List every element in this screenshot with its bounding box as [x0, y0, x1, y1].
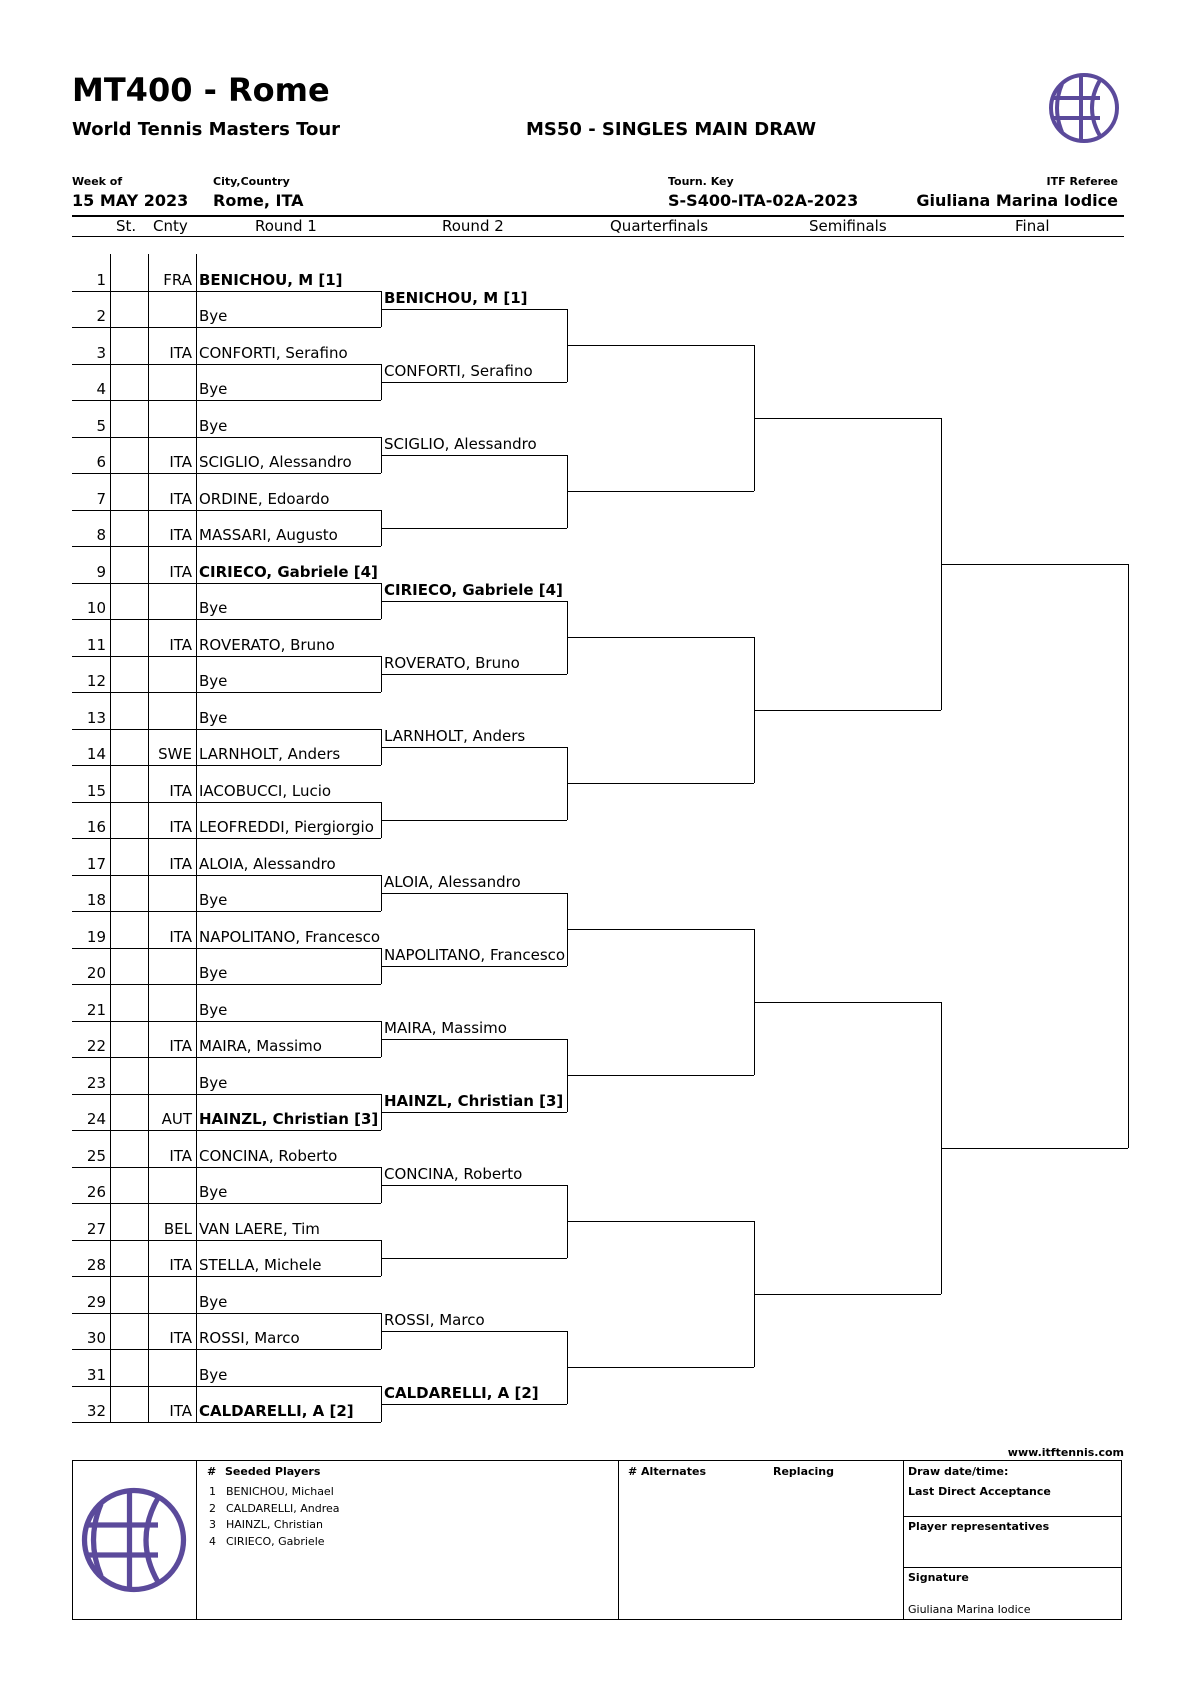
bracket-line [72, 364, 381, 365]
bracket-line [110, 327, 111, 364]
bracket-line [381, 747, 567, 748]
bracket-line [567, 345, 754, 346]
bracket-line [196, 1021, 197, 1058]
player-name: Bye [199, 1292, 228, 1311]
round2-name: HAINZL, Christian [3] [384, 1091, 564, 1110]
draw-position: 14 [86, 745, 106, 763]
draw-position: 3 [96, 343, 106, 362]
bracket-line [72, 765, 381, 766]
bracket-line [110, 1386, 111, 1423]
bracket-line [72, 911, 381, 912]
bracket-line [110, 546, 111, 583]
draw-position: 32 [86, 1402, 106, 1420]
bracket-line [196, 400, 197, 437]
round2-name: ALOIA, Alessandro [384, 872, 521, 891]
bracket-line [72, 984, 381, 985]
bracket-line [567, 1367, 754, 1368]
bracket-line [381, 674, 567, 675]
bracket-line [381, 1404, 567, 1405]
seed-number: 2 [209, 1501, 216, 1515]
player-name: MAIRA, Massimo [199, 1037, 322, 1055]
draw-position: 30 [86, 1329, 106, 1347]
draw-position: 21 [86, 1000, 106, 1019]
seed-player: BENICHOU, Michael [226, 1485, 334, 1498]
bracket-line [110, 802, 111, 839]
bracket-line [148, 437, 149, 474]
signature-label: Signature [908, 1571, 969, 1584]
bracket-line [148, 510, 149, 547]
bracket-line [196, 1240, 197, 1277]
bracket-line [381, 528, 567, 529]
draw-position: 5 [96, 416, 106, 435]
bracket-line [110, 984, 111, 1021]
bracket-line [381, 1258, 567, 1259]
player-country: ITA [169, 818, 192, 836]
bracket-line [72, 1386, 381, 1387]
bracket-line [148, 1021, 149, 1058]
bracket-line [196, 1349, 197, 1386]
player-country: ITA [169, 781, 192, 800]
player-name: ROVERATO, Bruno [199, 635, 335, 654]
draw-position: 26 [86, 1183, 106, 1201]
tour-subtitle: World Tennis Masters Tour [72, 119, 341, 140]
week-label: Week of [72, 175, 123, 188]
player-country: ITA [169, 1256, 192, 1274]
bracket-line [196, 984, 197, 1021]
bracket-line [381, 309, 567, 310]
draw-position: 20 [86, 964, 106, 982]
bracket-line [72, 875, 381, 876]
bracket-line [110, 1203, 111, 1240]
bracket-line [196, 692, 197, 729]
bracket-line [148, 1094, 149, 1131]
bracket-line [148, 327, 149, 364]
bracket-line [941, 1148, 1128, 1149]
bracket-line [72, 291, 381, 292]
player-name: CONFORTI, Serafino [199, 343, 348, 362]
bracket-line [110, 473, 111, 510]
bracket-line [148, 1276, 149, 1313]
bracket-line [72, 546, 381, 547]
bracket-line [110, 1057, 111, 1094]
bracket-line [148, 400, 149, 437]
bracket-line [72, 1167, 381, 1168]
player-name: NAPOLITANO, Francesco [199, 927, 381, 946]
bracket-line [148, 546, 149, 583]
tourn-key-value: S-S400-ITA-02A-2023 [668, 191, 859, 210]
player-name: Bye [199, 416, 228, 435]
bracket-line [196, 948, 197, 985]
bracket-line [381, 382, 567, 383]
bracket-line [196, 619, 197, 656]
draw-position: 25 [86, 1146, 106, 1165]
replacing-title: Replacing [773, 1465, 834, 1478]
bracket-line [196, 364, 197, 401]
draw-position: 4 [96, 380, 106, 398]
bracket-line [110, 729, 111, 766]
bracket-line [148, 1386, 149, 1423]
player-name: HAINZL, Christian [3] [199, 1110, 379, 1128]
col-round1: Round 1 [255, 217, 317, 235]
referee-label: ITF Referee [1046, 175, 1118, 188]
bracket-line [110, 1240, 111, 1277]
bracket-line [72, 1349, 381, 1350]
bracket-line [110, 254, 111, 291]
bracket-line [110, 1313, 111, 1350]
player-name: Bye [199, 1183, 228, 1201]
bracket-line [196, 291, 197, 328]
bracket-line [196, 473, 197, 510]
bracket-line [567, 1075, 754, 1076]
bracket-line [110, 1349, 111, 1386]
bracket-line [196, 1276, 197, 1313]
player-name: Bye [199, 1073, 228, 1092]
bracket-line [72, 1313, 381, 1314]
bracket-line [148, 1130, 149, 1167]
seed-number: 4 [209, 1534, 216, 1548]
bracket-line [196, 1203, 197, 1240]
player-country: FRA [163, 270, 192, 289]
bracket-line [196, 1386, 197, 1423]
bracket-line [72, 1203, 381, 1204]
bracket-line [381, 455, 567, 456]
player-country: ITA [169, 1146, 192, 1165]
bracket-line [196, 729, 197, 766]
seed-player: CALDARELLI, Andrea [226, 1501, 340, 1515]
bracket-line [148, 984, 149, 1021]
bracket-line [110, 838, 111, 875]
bracket-line [110, 619, 111, 656]
tourn-key-label: Tourn. Key [668, 175, 734, 188]
page-title: MT400 - Rome [72, 71, 330, 109]
bracket-line [72, 437, 381, 438]
draw-position: 13 [86, 708, 106, 727]
bracket-line [567, 491, 754, 492]
bracket-line [196, 838, 197, 875]
bracket-line [381, 1039, 567, 1040]
draw-position: 1 [96, 270, 106, 289]
bracket-line [196, 583, 197, 620]
bracket-line [110, 692, 111, 729]
bracket-line [1128, 564, 1129, 1148]
bracket-line [196, 802, 197, 839]
draw-position: 29 [86, 1292, 106, 1311]
player-country: ITA [169, 489, 192, 508]
bracket-line [381, 1185, 567, 1186]
bracket-line [148, 473, 149, 510]
draw-position: 27 [86, 1219, 106, 1238]
player-name: CIRIECO, Gabriele [4] [199, 562, 378, 581]
bracket-line [110, 911, 111, 948]
bracket-line [110, 1021, 111, 1058]
player-name: ROSSI, Marco [199, 1329, 300, 1347]
player-name: Bye [199, 1365, 228, 1384]
player-reps-label: Player representatives [908, 1520, 1050, 1533]
draw-position: 24 [86, 1110, 106, 1128]
bracket-line [196, 546, 197, 583]
bracket-line [72, 802, 381, 803]
bracket-line [72, 619, 381, 620]
bracket-line [567, 783, 754, 784]
bracket-line [110, 1094, 111, 1131]
player-name: STELLA, Michele [199, 1256, 322, 1274]
player-name: CALDARELLI, A [2] [199, 1402, 354, 1420]
bracket-line [381, 820, 567, 821]
player-country: ITA [169, 526, 192, 544]
player-country: ITA [169, 635, 192, 654]
player-name: CONCINA, Roberto [199, 1146, 338, 1165]
bracket-line [754, 710, 941, 711]
bracket-line [110, 656, 111, 693]
player-name: Bye [199, 380, 228, 398]
bracket-line [148, 1057, 149, 1094]
bracket-line [72, 1240, 381, 1241]
player-country: ITA [169, 562, 192, 581]
bracket-line [381, 893, 567, 894]
player-country: ITA [169, 343, 192, 362]
bracket-line [148, 1349, 149, 1386]
bracket-line [110, 583, 111, 620]
itf-logo-icon [80, 1486, 188, 1594]
bracket-line [110, 765, 111, 802]
bracket-line [72, 473, 381, 474]
bracket-line [381, 966, 567, 967]
bracket-line [72, 729, 381, 730]
footer-divider [618, 1460, 619, 1620]
round2-name: ROVERATO, Bruno [384, 653, 520, 672]
draw-position: 31 [86, 1365, 106, 1384]
bracket-line [148, 291, 149, 328]
bracket-line [196, 1313, 197, 1350]
bracket-line [110, 1167, 111, 1204]
col-quarterfinals: Quarterfinals [610, 217, 709, 235]
bracket-line [196, 254, 197, 291]
player-name: Bye [199, 672, 228, 690]
bracket-line [110, 948, 111, 985]
player-country: ITA [169, 453, 192, 471]
bracket-line [148, 364, 149, 401]
bracket-line [381, 601, 567, 602]
bracket-line [148, 729, 149, 766]
draw-position: 17 [86, 854, 106, 873]
seed-number: 3 [209, 1518, 216, 1531]
bracket-line [567, 637, 754, 638]
player-country: ITA [169, 1037, 192, 1055]
player-name: LEOFREDDI, Piergiorgio [199, 818, 374, 836]
draw-position: 2 [96, 307, 106, 325]
player-country: ITA [169, 927, 192, 946]
bracket-line [72, 1094, 381, 1095]
bracket-line [754, 418, 941, 419]
bracket-line [148, 656, 149, 693]
bracket-line [72, 1276, 381, 1277]
bracket-line [110, 364, 111, 401]
bracket-line [196, 656, 197, 693]
bracket-line [941, 564, 1128, 565]
bracket-line [196, 510, 197, 547]
referee-value: Giuliana Marina Iodice [916, 191, 1118, 210]
seed-player: HAINZL, Christian [226, 1518, 323, 1531]
draw-position: 16 [86, 818, 106, 836]
seed-number: 1 [209, 1485, 216, 1498]
bracket-line [148, 1240, 149, 1277]
round2-name: CONCINA, Roberto [384, 1164, 523, 1183]
bracket-line [72, 1422, 381, 1423]
col-semifinals: Semifinals [809, 217, 887, 235]
player-name: IACOBUCCI, Lucio [199, 781, 332, 800]
player-name: Bye [199, 964, 228, 982]
player-name: SCIGLIO, Alessandro [199, 453, 352, 471]
bracket-line [196, 875, 197, 912]
bracket-line [72, 1057, 381, 1058]
player-name: Bye [199, 599, 228, 617]
bracket-line [72, 656, 381, 657]
player-country: ITA [169, 1329, 192, 1347]
draw-date-label: Draw date/time: [908, 1465, 1009, 1478]
player-name: Bye [199, 891, 228, 909]
draw-position: 7 [96, 489, 106, 508]
bracket-line [110, 1130, 111, 1167]
bracket-line [148, 1203, 149, 1240]
col-final: Final [1015, 217, 1050, 235]
bracket-line [148, 802, 149, 839]
bracket-line [110, 1276, 111, 1313]
round2-name: SCIGLIO, Alessandro [384, 434, 537, 453]
bracket-line [148, 948, 149, 985]
bracket-line [196, 1057, 197, 1094]
draw-position: 8 [96, 526, 106, 544]
bracket-line [148, 911, 149, 948]
round2-name: NAPOLITANO, Francesco [384, 945, 566, 964]
bracket-line [72, 948, 381, 949]
player-name: BENICHOU, M [1] [199, 270, 343, 289]
draw-position: 15 [86, 781, 106, 800]
draw-position: 19 [86, 927, 106, 946]
player-name: Bye [199, 1000, 228, 1019]
bracket-line [72, 692, 381, 693]
round2-name: ROSSI, Marco [384, 1310, 485, 1329]
signature-name: Giuliana Marina Iodice [908, 1603, 1031, 1616]
player-country: ITA [169, 1402, 192, 1420]
draw-position: 11 [86, 635, 106, 654]
round2-name: MAIRA, Massimo [384, 1018, 507, 1037]
draw-position: 22 [86, 1037, 106, 1055]
bracket-line [148, 1313, 149, 1350]
col-cnty: Cnty [153, 217, 188, 235]
bracket-line [72, 327, 381, 328]
bracket-line [196, 437, 197, 474]
bracket-line [110, 291, 111, 328]
bracket-line [196, 1094, 197, 1131]
bracket-line [196, 327, 197, 364]
bracket-line [754, 1002, 941, 1003]
player-country: ITA [169, 854, 192, 873]
city-label: City,Country [213, 175, 290, 188]
draw-position: 18 [86, 891, 106, 909]
col-st: St. [116, 217, 137, 235]
bracket-line [110, 875, 111, 912]
round2-name: LARNHOLT, Anders [384, 726, 526, 745]
bracket-line [381, 1112, 567, 1113]
draw-position: 6 [96, 453, 106, 471]
bracket-line [148, 583, 149, 620]
draw-position: 12 [86, 672, 106, 690]
bracket-line [110, 437, 111, 474]
round2-name: CONFORTI, Serafino [384, 361, 533, 380]
draw-position: 10 [86, 599, 106, 617]
bracket-line [110, 510, 111, 547]
bracket-line [72, 510, 381, 511]
round2-name: CIRIECO, Gabriele [4] [384, 580, 563, 599]
bracket-line [148, 838, 149, 875]
city-value: Rome, ITA [213, 191, 304, 210]
bracket-line [72, 583, 381, 584]
draw-position: 28 [86, 1256, 106, 1274]
week-value: 15 MAY 2023 [72, 191, 189, 210]
last-direct-label: Last Direct Acceptance [908, 1485, 1051, 1498]
bracket-line [148, 254, 149, 291]
player-name: ORDINE, Edoardo [199, 489, 330, 508]
website-link[interactable]: www.itftennis.com [1007, 1446, 1124, 1459]
draw-position: 9 [96, 562, 106, 581]
bracket-line [567, 1221, 754, 1222]
bracket-line [72, 838, 381, 839]
seeded-hash: # [207, 1465, 217, 1478]
col-round2: Round 2 [442, 217, 504, 235]
bracket-line [72, 400, 381, 401]
round2-name: BENICHOU, M [1] [384, 288, 528, 307]
bracket-line [196, 911, 197, 948]
bracket-line [754, 1294, 941, 1295]
player-name: VAN LAERE, Tim [199, 1219, 320, 1238]
bracket-line [72, 1130, 381, 1131]
bracket-line [148, 765, 149, 802]
bracket-line [148, 692, 149, 729]
player-country: SWE [158, 745, 192, 763]
bracket-line [196, 1167, 197, 1204]
bracket-line [381, 1331, 567, 1332]
footer-divider [196, 1460, 197, 1620]
bracket-line [148, 1167, 149, 1204]
bracket-line [148, 619, 149, 656]
alternates-title: # Alternates [628, 1465, 706, 1478]
player-name: ALOIA, Alessandro [199, 854, 336, 873]
seed-player: CIRIECO, Gabriele [226, 1534, 325, 1548]
player-country: BEL [163, 1219, 192, 1238]
player-name: Bye [199, 307, 228, 325]
player-name: MASSARI, Augusto [199, 526, 338, 544]
player-name: Bye [199, 708, 228, 727]
player-country: AUT [161, 1110, 192, 1128]
draw-position: 23 [86, 1073, 106, 1092]
bracket-line [567, 929, 754, 930]
player-name: LARNHOLT, Anders [199, 745, 341, 763]
bracket-line [110, 400, 111, 437]
bracket-line [196, 1130, 197, 1167]
draw-name: MS50 - SINGLES MAIN DRAW [526, 119, 817, 140]
bracket-line [148, 875, 149, 912]
bracket-line [196, 765, 197, 802]
bracket-line [72, 1021, 381, 1022]
round2-name: CALDARELLI, A [2] [384, 1383, 539, 1402]
seeded-title: Seeded Players [225, 1465, 321, 1478]
